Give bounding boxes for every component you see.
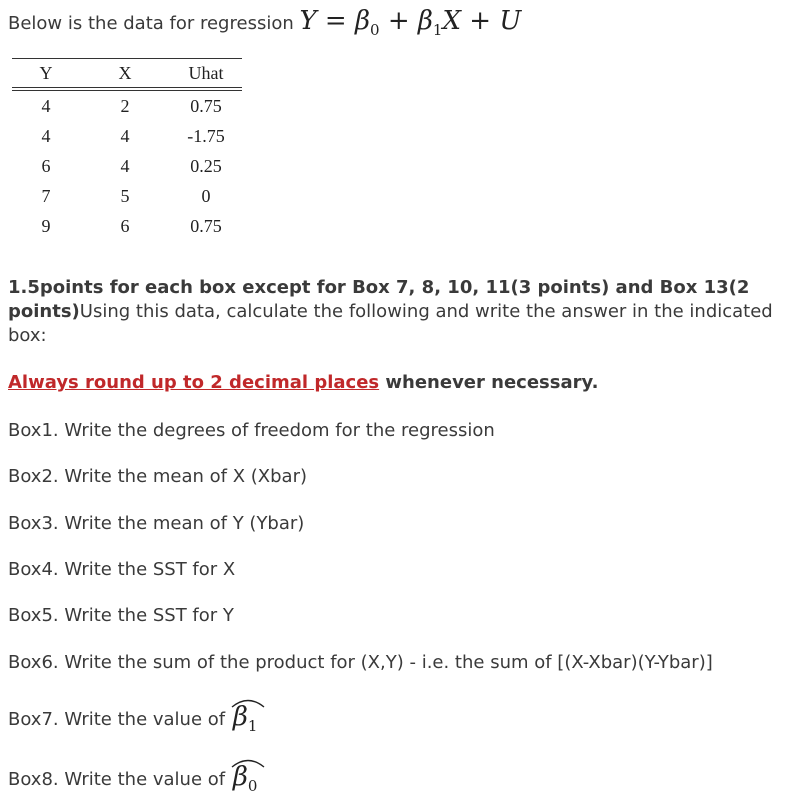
cell-uhat: 0 [201, 185, 211, 206]
eq-beta0: β [354, 6, 371, 36]
hat-accent-icon [231, 756, 265, 768]
box5-question: Box5. Write the SST for Y [8, 605, 234, 626]
table-row [12, 151, 242, 181]
box8-question [8, 762, 259, 795]
instructions-text: Using this data, calculate the following and write the answer in the indicated box: [8, 301, 773, 346]
table-header-row [12, 59, 242, 90]
table-row [12, 89, 242, 121]
data-table [12, 58, 242, 241]
cell-x: 2 [120, 95, 130, 116]
intro-text: Below is the data for regression [8, 13, 294, 34]
cell-x: 4 [120, 155, 130, 176]
eq-plus: + [469, 6, 492, 36]
cell-y: 9 [41, 215, 51, 236]
box7-question [8, 702, 259, 735]
cell-x: 4 [120, 125, 130, 146]
regression-equation [299, 6, 522, 40]
intro-line [8, 6, 521, 39]
eq-beta0-sub: 0 [370, 21, 380, 40]
eq-beta1-sub: 1 [432, 21, 443, 40]
cell-y: 6 [41, 155, 51, 176]
eq-plus: + [387, 6, 410, 36]
col-header-y: Y [12, 59, 80, 90]
box2-question: Box2. Write the mean of X (Xbar) [8, 466, 307, 487]
eq-x: X [442, 6, 461, 36]
cell-y: 4 [41, 125, 51, 146]
instructions-paragraph [8, 276, 808, 348]
beta0-sub: 0 [247, 777, 258, 796]
cell-uhat: -1.75 [187, 125, 225, 146]
box6-question: Box6. Write the sum of the product for (X,Y) - i.e. the sum of [(X-Xbar)(Y-Ybar)] [8, 652, 713, 673]
col-header-x: X [80, 59, 170, 90]
beta0-hat-symbol [231, 762, 260, 795]
cell-uhat: 0.75 [190, 95, 222, 116]
box4-question: Box4. Write the SST for X [8, 559, 236, 580]
eq-equals: = [324, 6, 347, 36]
eq-beta1: β [417, 6, 433, 36]
beta1-sub: 1 [247, 717, 258, 736]
cell-x: 5 [120, 185, 130, 206]
rounding-emphasis: Always round up to 2 decimal places [8, 372, 380, 393]
table-row [12, 211, 242, 241]
cell-uhat: 0.75 [190, 215, 222, 236]
points-note: 1.5points for each box except for Box 7, 8, 10, 11(3 points) and Box 13(2 points) [8, 277, 750, 322]
cell-y: 7 [41, 185, 51, 206]
cell-y: 4 [41, 95, 51, 116]
hat-accent-icon [231, 696, 265, 708]
rounding-note [8, 372, 598, 393]
eq-y: Y [299, 6, 317, 36]
table-row [12, 121, 242, 151]
rounding-rest: whenever necessary. [379, 372, 599, 393]
box8-text: Box8. Write the value of [8, 769, 226, 790]
eq-u: U [499, 6, 522, 36]
col-header-uhat: Uhat [170, 59, 242, 90]
box3-question: Box3. Write the mean of Y (Ybar) [8, 513, 305, 534]
beta1-hat-symbol [231, 702, 260, 735]
beta0-letter: β [232, 762, 248, 792]
box1-question: Box1. Write the degrees of freedom for the regression [8, 420, 495, 441]
cell-uhat: 0.25 [190, 155, 222, 176]
beta1-letter: β [232, 702, 248, 732]
table-row [12, 181, 242, 211]
box7-text: Box7. Write the value of [8, 709, 226, 730]
cell-x: 6 [120, 215, 130, 236]
